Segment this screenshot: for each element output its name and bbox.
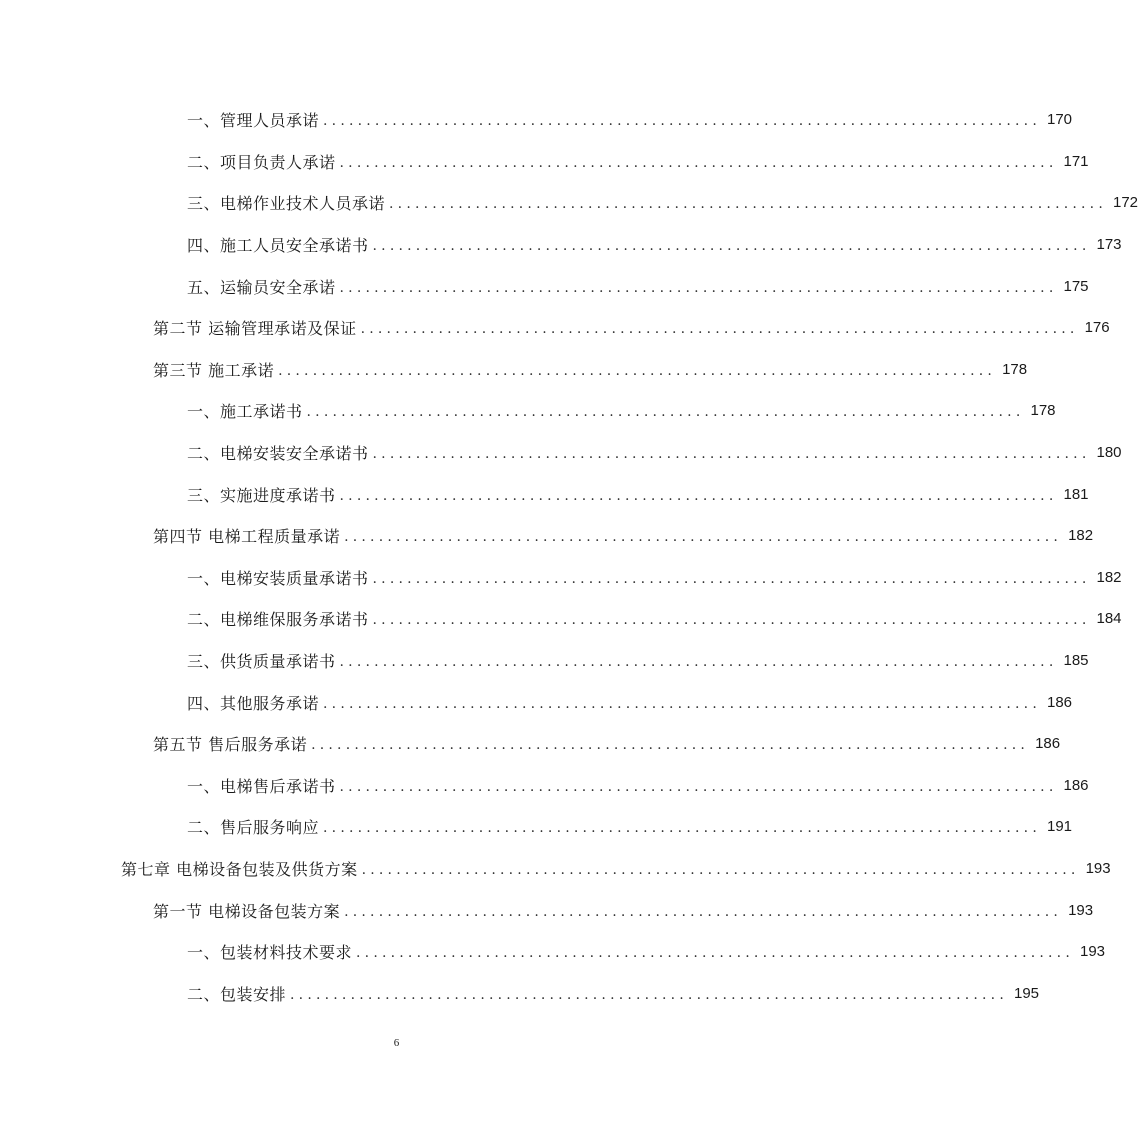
- toc-entry[interactable]: [0, 224, 1122, 266]
- toc-dot-leader: ...................................................................................: [344, 903, 1063, 920]
- toc-entry-title: 二、售后服务响应: [187, 818, 320, 838]
- toc-entry-title: 第七章 电梯设备包装及供货方案: [121, 859, 358, 879]
- toc-entry-title: 二、电梯安装安全承诺书: [187, 444, 369, 464]
- toc-entry-page: 191: [1046, 818, 1073, 836]
- toc-dot-leader: ...................................................................................: [372, 238, 1091, 255]
- toc-entry[interactable]: [0, 390, 1056, 432]
- toc-entry-page: 186: [1035, 735, 1061, 753]
- toc-entry[interactable]: [0, 557, 1122, 599]
- toc-entry-page: 170: [1046, 111, 1073, 129]
- toc-entry[interactable]: [0, 723, 1061, 765]
- toc-entry[interactable]: [0, 515, 1094, 557]
- toc-dot-leader: ...................................................................................: [339, 654, 1058, 671]
- toc-dot-leader: ...................................................................................: [306, 404, 1025, 421]
- toc-entry-page: 176: [1084, 319, 1110, 337]
- toc-entry[interactable]: [0, 432, 1122, 474]
- toc-entry-title: 第三节 施工承诺: [153, 360, 275, 380]
- toc-dot-leader: ...................................................................................: [372, 612, 1091, 629]
- toc-entry-page: 186: [1063, 776, 1089, 794]
- toc-entry-title: 二、项目负责人承诺: [187, 152, 336, 172]
- toc-dot-leader: ...................................................................................: [339, 487, 1058, 504]
- toc-entry-page: 193: [1079, 943, 1106, 961]
- toc-entry-page: 182: [1096, 568, 1122, 586]
- toc-entry[interactable]: [0, 972, 1040, 1014]
- toc-entry-title: 第四节 电梯工程质量承诺: [153, 527, 341, 547]
- toc-dot-leader: ...................................................................................: [356, 945, 1074, 962]
- toc-entry[interactable]: [0, 99, 1073, 141]
- toc-dot-leader: ...................................................................................: [323, 695, 1041, 712]
- toc-entry-title: 三、供货质量承诺书: [187, 652, 336, 672]
- toc-entry[interactable]: [0, 640, 1089, 682]
- toc-entry[interactable]: [0, 889, 1094, 931]
- toc-dot-leader: ...................................................................................: [389, 196, 1107, 213]
- toc-entry-title: 五、运输员安全承诺: [187, 277, 336, 297]
- toc-dot-leader: ...................................................................................: [339, 279, 1058, 296]
- toc-dot-leader: ...................................................................................: [278, 362, 997, 379]
- toc-entry-page: 184: [1096, 610, 1122, 628]
- toc-entry-page: 181: [1063, 485, 1089, 503]
- toc-entry-title: 第二节 运输管理承诺及保证: [153, 319, 357, 339]
- toc-entry[interactable]: [0, 598, 1122, 640]
- toc-entry-page: 175: [1063, 277, 1089, 295]
- toc-entry[interactable]: [0, 681, 1073, 723]
- toc-entry[interactable]: [0, 765, 1089, 807]
- toc-entry-page: 195: [1013, 984, 1040, 1002]
- toc-dot-leader: ...................................................................................: [290, 986, 1008, 1003]
- toc-entry-title: 一、管理人员承诺: [187, 111, 320, 131]
- toc-entry-title: 二、包装安排: [187, 984, 287, 1004]
- toc-entry-page: 178: [1002, 360, 1028, 378]
- toc-dot-leader: ...................................................................................: [311, 737, 1030, 754]
- toc-entry-page: 180: [1096, 444, 1122, 462]
- toc-entry-page: 171: [1063, 152, 1089, 170]
- toc-entry[interactable]: [0, 265, 1089, 307]
- toc-entry[interactable]: [0, 349, 1028, 391]
- toc-entry-page: 182: [1068, 527, 1094, 545]
- toc-entry-page: 193: [1085, 859, 1111, 877]
- toc-entry-page: 185: [1063, 652, 1089, 670]
- toc-entry[interactable]: [0, 848, 1111, 890]
- toc-entry[interactable]: [0, 141, 1089, 183]
- toc-dot-leader: ...................................................................................: [323, 113, 1041, 130]
- toc-entry-title: 三、电梯作业技术人员承诺: [187, 194, 386, 214]
- toc-entry-page: 186: [1046, 693, 1073, 711]
- toc-entry-title: 二、电梯维保服务承诺书: [187, 610, 369, 630]
- toc-entry-title: 一、电梯安装质量承诺书: [187, 568, 369, 588]
- toc-entry[interactable]: [0, 182, 1138, 224]
- toc-dot-leader: ...................................................................................: [344, 529, 1063, 546]
- toc-entry-page: 193: [1068, 901, 1094, 919]
- toc-dot-leader: ...................................................................................: [360, 321, 1079, 338]
- toc-entry-page: 173: [1096, 236, 1122, 254]
- table-of-contents: [0, 99, 1138, 1014]
- toc-entry-title: 一、包装材料技术要求: [187, 943, 353, 963]
- toc-entry-page: 172: [1112, 194, 1138, 212]
- toc-entry[interactable]: [0, 931, 1106, 973]
- toc-entry[interactable]: [0, 307, 1110, 349]
- toc-entry-title: 一、电梯售后承诺书: [187, 776, 336, 796]
- toc-dot-leader: ...................................................................................: [339, 154, 1058, 171]
- toc-dot-leader: ...................................................................................: [323, 820, 1041, 837]
- toc-dot-leader: ...................................................................................: [372, 570, 1091, 587]
- toc-dot-leader: ...................................................................................: [339, 778, 1058, 795]
- page-number: 6: [393, 1037, 400, 1049]
- toc-dot-leader: ...................................................................................: [361, 861, 1080, 878]
- toc-entry[interactable]: [0, 473, 1089, 515]
- toc-entry-title: 一、施工承诺书: [187, 402, 303, 422]
- toc-entry-title: 四、施工人员安全承诺书: [187, 236, 369, 256]
- toc-entry-title: 四、其他服务承诺: [187, 693, 320, 713]
- toc-entry-title: 三、实施进度承诺书: [187, 485, 336, 505]
- toc-entry-page: 178: [1030, 402, 1056, 420]
- toc-entry[interactable]: [0, 806, 1073, 848]
- toc-entry-title: 第一节 电梯设备包装方案: [153, 901, 341, 921]
- toc-dot-leader: ...................................................................................: [372, 446, 1091, 463]
- toc-entry-title: 第五节 售后服务承诺: [153, 735, 308, 755]
